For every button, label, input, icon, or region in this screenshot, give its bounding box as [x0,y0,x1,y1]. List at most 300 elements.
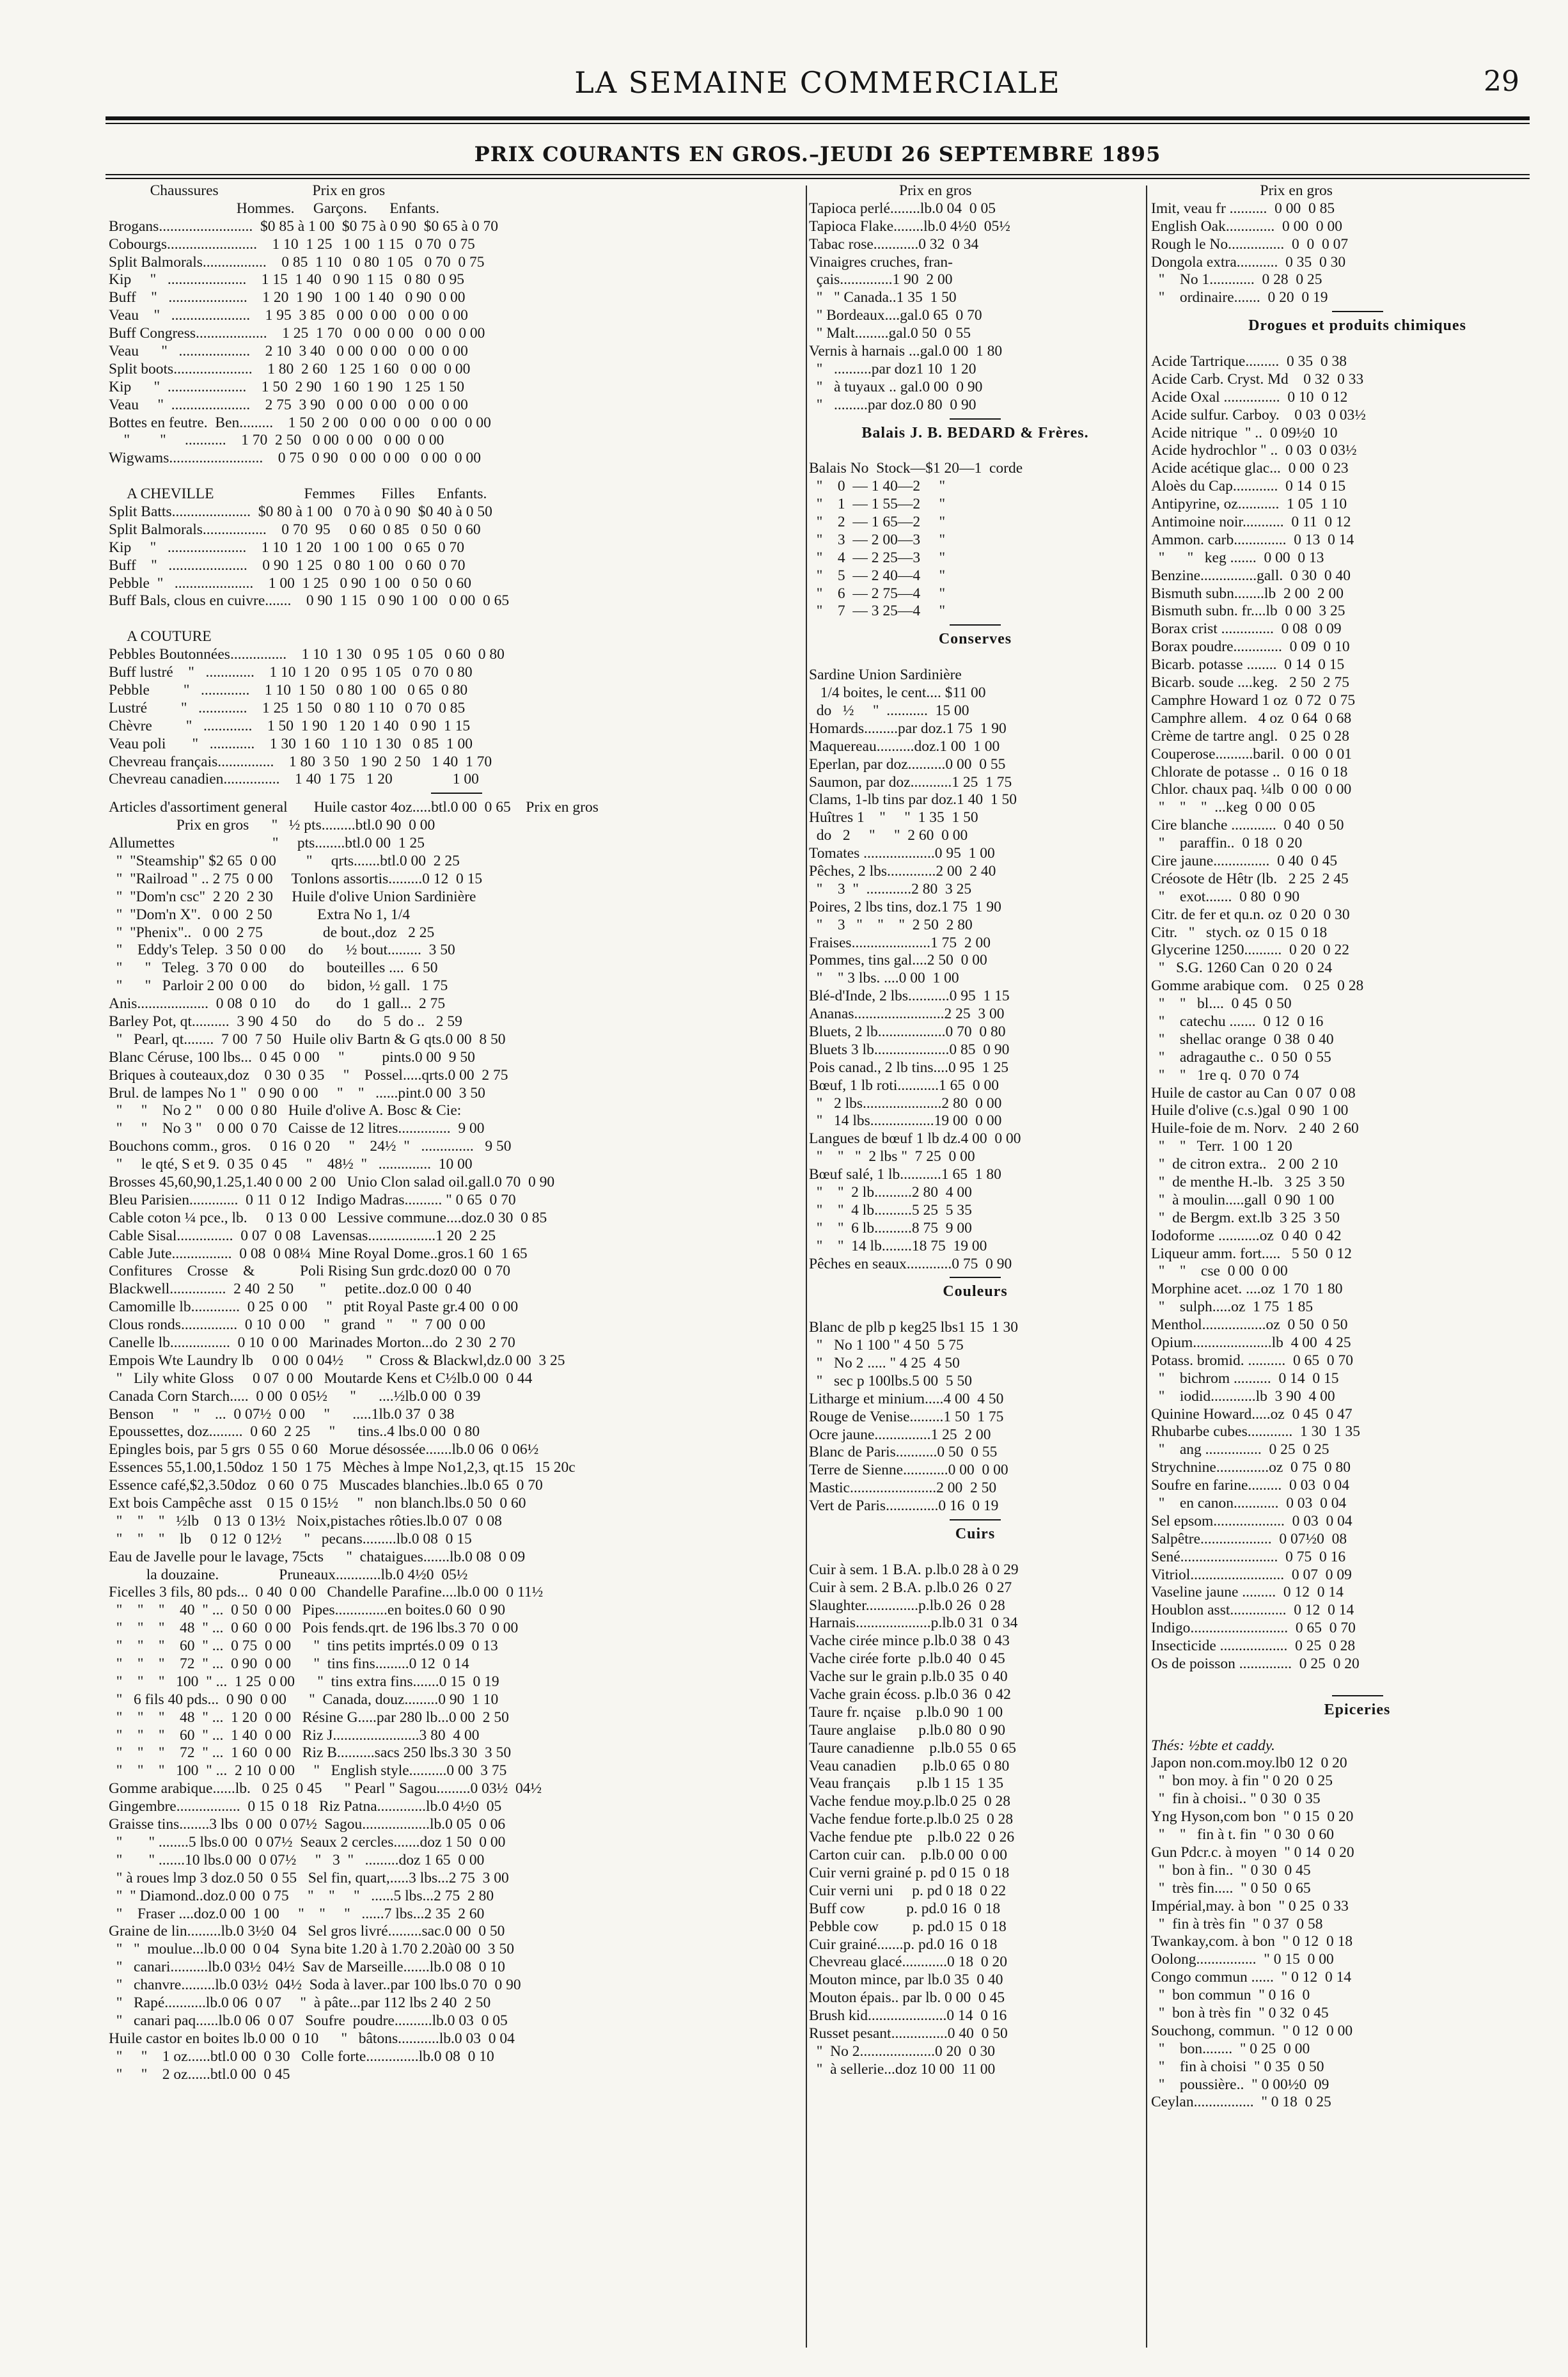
price-line: Pommes, tins gal....2 50 0 00 [809,952,987,969]
price-line: " à tuyaux .. gal.0 00 0 90 [809,378,983,395]
price-line: Tomates ...................0 95 1 00 [809,845,995,862]
price-line: Articles d'assortiment general Huile castor 4oz.....btl.0 00 0 65 Prix en gros [109,799,599,816]
price-line: Acide acétique glac... 0 00 0 23 [1151,460,1349,477]
price-line: " Fraser ....doz.0 00 1 00 " " " ......7 lbs...2 35 2 60 [109,1905,485,1922]
price-line: Taure anglaise p.lb.0 80 0 90 [809,1721,1006,1739]
price-line: " " Diamond..doz.0 00 0 75 " " " ......5 lbs...2 75 2 80 [109,1887,494,1904]
price-line: Bismuth subn........lb 2 00 2 00 [1151,585,1344,602]
price-line: Clous ronds............... 0 10 0 00 " grand " " 7 00 0 00 [109,1316,485,1334]
price-line: Chevreau glacé............0 18 0 20 [809,1954,1007,1971]
price-line: " " moulue...lb.0 00 0 04 Syna bite 1.20 à 1.70 2.20à0 00 3 50 [109,1941,515,1958]
price-line: Prix en gros " ½ pts.........btl.0 90 0 00 [109,817,435,834]
price-line: Blé-d'Inde, 2 lbs...........0 95 1 15 [809,988,1010,1005]
price-line: do 2 " " 2 60 0 00 [809,827,968,844]
price-line: Bluets 3 lb....................0 85 0 90 [809,1041,1010,1058]
price-line: Imit, veau fr .......... 0 00 0 85 [1151,200,1335,217]
price-line: Veau poli " ............ 1 30 1 60 1 10 1 30 0 85 1 00 [109,735,473,752]
price-line: " " " ...keg 0 00 0 05 [1151,799,1315,816]
price-line: Camphre allem. 4 oz 0 64 0 68 [1151,709,1352,727]
price-line: Blackwell............... 2 40 2 50 " petite..doz.0 00 0 40 [109,1281,471,1298]
price-line: " shellac orange 0 38 0 40 [1151,1031,1334,1048]
price-line: çais..............1 90 2 00 [809,271,953,288]
price-line: Cuir à sem. 1 B.A. p.lb.0 28 à 0 29 [809,1561,1019,1578]
price-line: Bouchons comm., gros. 0 16 0 20 " 24½ " .............. 9 50 [109,1138,512,1155]
price-line: " " cse 0 00 0 00 [1151,1263,1288,1280]
price-line: Vernis à harnais ...gal.0 00 1 80 [809,343,1003,360]
price-line: Twankay,com. à bon " 0 12 0 18 [1151,1933,1353,1950]
price-line: Huile de castor au Can 0 07 0 08 [1151,1084,1356,1102]
page-number: 29 [1484,65,1519,98]
price-line: Cable coton ¼ pce., lb. 0 13 0 00 Lessive commune....doz.0 30 0 85 [109,1209,547,1226]
price-line: Cire jaune............... 0 40 0 45 [1151,852,1338,869]
price-line: Prix en gros [809,182,972,199]
price-line: " " " 40 " ... 0 50 0 00 Pipes..............en boites.0 60 0 90 [109,1602,505,1619]
price-line: " à sellerie...doz 10 00 11 00 [809,2060,996,2078]
price-line: Thés: ½bte et caddy. [1151,1737,1275,1754]
price-line: " fin à choisi.. " 0 30 0 35 [1151,1790,1321,1808]
price-line: Gomme arabique com. 0 25 0 28 [1151,977,1364,995]
price-line [809,649,1141,667]
price-line: " " " 48 " ... 0 60 0 00 Pois fends.qrt. de 196 lbs.3 70 0 00 [109,1620,519,1637]
price-line: Rhubarbe cubes............ 1 30 1 35 [1151,1423,1360,1441]
price-line [109,610,804,628]
price-column-1 [109,182,804,2358]
price-line: Chaussures Prix en gros [109,182,386,199]
price-line: Homards.........par doz.1 75 1 90 [809,720,1007,737]
price-line: Vinaigres cruches, fran- [809,253,953,271]
price-line: " poussière.. " 0 00½0 09 [1151,2076,1329,2093]
price-line: Sel epsom................... 0 03 0 04 [1151,1512,1352,1529]
price-line [1151,1673,1564,1691]
price-line: Brogans......................... $0 85 à 1 00 $0 75 à 0 90 $0 65 à 0 70 [109,217,498,235]
price-line: Chevreau français............... 1 80 3 50 1 90 2 50 1 40 1 70 [109,753,492,770]
price-line: Anis................... 0 08 0 10 do do 1 gall... 2 75 [109,995,446,1013]
price-line: Balais No Stock—$1 20—1 corde [809,460,1023,477]
price-line: Eau de Javelle pour le lavage, 75cts " chataigues.......lb.0 08 0 09 [109,1548,526,1565]
price-line: Pebble cow p. pd.0 15 0 18 [809,1918,1007,1935]
price-line: " sec p 100lbs.5 00 5 50 [809,1372,973,1389]
price-line: Briques à couteaux,doz 0 30 0 35 " Possel.....qrts.0 00 2 75 [109,1066,508,1084]
price-line: Acide hydrochlor " .. 0 03 0 03½ [1151,442,1357,459]
price-line: " 2 lbs.....................2 80 0 00 [809,1094,1002,1112]
price-line: " adragauthe c.. 0 50 0 55 [1151,1048,1331,1066]
price-line: " 6 fils 40 pds... 0 90 0 00 " Canada, douz.........0 90 1 10 [109,1691,499,1708]
price-line: Barley Pot, qt.......... 3 90 4 50 do do 5 do .. 2 59 [109,1013,462,1030]
price-line: " exot....... 0 80 0 90 [1151,888,1300,905]
price-line: Veau français p.lb 1 15 1 35 [809,1775,1004,1792]
price-line: " "Phenix".. 0 00 2 75 de bout.,doz 2 25 [109,924,435,941]
price-line: " iodid............lb 3 90 4 00 [1151,1387,1335,1405]
price-line: " ..........par doz1 10 1 20 [809,360,976,377]
price-line: " " " 60 " ... 1 40 0 00 Riz J.......................3 80 4 00 [109,1726,480,1744]
price-line: " " 1 oz......btl.0 00 0 30 Colle forte..............lb.0 08 0 10 [109,2048,494,2065]
price-line: " "Dom'n X". 0 00 2 50 Extra No 1, 1/4 [109,906,410,923]
price-line: " " ........... 1 70 2 50 0 00 0 00 0 00 0 00 [109,432,444,449]
price-line: la douzaine. Pruneaux............lb.0 4½0 05½ [109,1566,468,1583]
price-line: " bon commun " 0 16 0 [1151,1987,1310,2004]
price-line: Citr. " stych. oz 0 15 0 18 [1151,924,1328,941]
price-line: Créosote de Hêtr (lb. 2 25 2 45 [1151,870,1349,887]
price-line: Pêches en seaux............0 75 0 90 [809,1255,1012,1272]
price-column-4 [1151,182,1564,2358]
price-line: Veau " ..................... 2 75 3 90 0 00 0 00 0 00 0 00 [109,396,468,413]
section-rule [950,1519,1001,1520]
price-line: Pêches, 2 lbs.............2 00 2 40 [809,862,996,880]
price-line: Camphre Howard 1 oz 0 72 0 75 [1151,691,1356,709]
section-rule [1332,1695,1383,1696]
price-line: " ordinaire....... 0 20 0 19 [1151,289,1328,306]
price-line: " sulph.....oz 1 75 1 85 [1151,1299,1313,1316]
price-line: Veau " ..................... 1 95 3 85 0 00 0 00 0 00 0 00 [109,307,468,324]
price-line: Rough le No............... 0 0 0 07 [1151,235,1349,253]
price-line: Vache fendue forte.p.lb.0 25 0 28 [809,1811,1014,1828]
price-line: " " " 100 " ... 1 25 0 00 " tins extra fins.......0 15 0 19 [109,1673,499,1690]
price-line: Huile d'olive (c.s.)gal 0 90 1 00 [1151,1102,1349,1119]
price-line: Benzine...............gall. 0 30 0 40 [1151,567,1351,584]
price-line: Empois Wte Laundry lb 0 00 0 04½ " Cross & Blackwl,dz.0 00 3 25 [109,1352,565,1369]
price-line: " Rapé...........lb.0 06 0 07 " à pâte...par 112 lbs 2 40 2 50 [109,1994,491,2011]
price-line: Cuir verni uni p. pd 0 18 0 22 [809,1882,1007,1899]
price-line: Graine de lin.........lb.0 3½0 04 Sel gros livré.........sac.0 00 0 50 [109,1923,505,1940]
price-line: A CHEVILLE Femmes Filles Enfants. [109,486,487,503]
price-line: " bichrom .......... 0 14 0 15 [1151,1370,1339,1387]
price-line: Indigo.......................... 0 65 0 70 [1151,1620,1356,1637]
price-line: Veau " ................... 2 10 3 40 0 00 0 00 0 00 0 00 [109,343,468,360]
section-rule [950,624,1001,626]
price-line: " 3 " " " 2 50 2 80 [809,916,973,933]
price-line: " " 2 lb..........2 80 4 00 [809,1183,972,1201]
price-line: Pebble " ..................... 1 00 1 25 0 90 1 00 0 50 0 60 [109,574,472,592]
price-line: Veau canadien p.lb.0 65 0 80 [809,1757,1010,1774]
price-line: Huîtres 1 " " 1 35 1 50 [809,809,978,826]
price-line: Gomme arabique......lb. 0 25 0 45 " Pearl " Sagou.........0 03½ 04½ [109,1780,542,1797]
price-line: Split Balmorals................. 0 70 95 0 60 0 85 0 50 0 60 [109,521,481,538]
price-line: Borax poudre............. 0 09 0 10 [1151,638,1350,656]
section-heading: Drogues et produits chimiques [1248,317,1466,335]
price-line: Brul. de lampes No 1 " 0 90 0 00 " " ......pint.0 00 3 50 [109,1084,485,1102]
price-line: Cuir grainé.......p. pd.0 16 0 18 [809,1936,998,1953]
price-line: Essences 55,1.00,1.50doz 1 50 1 75 Mèches à lmpe No1,2,3, qt.15 15 20c [109,1459,576,1476]
price-line: Vitriol......................... 0 07 0 09 [1151,1566,1352,1583]
price-line: Vache grain écoss. p.lb.0 36 0 42 [809,1686,1011,1703]
price-line: Eperlan, par doz..........0 00 0 55 [809,755,1006,773]
price-line: " 0 — 1 40—2 " [809,478,946,495]
price-line: English Oak............. 0 00 0 00 [1151,217,1342,235]
price-line: " "Dom'n csc" 2 20 2 30 Huile d'olive Union Sardinière [109,888,476,905]
price-line: Cuir à sem. 2 B.A. p.lb.0 26 0 27 [809,1579,1012,1596]
price-line: Blanc de Paris...........0 50 0 55 [809,1444,998,1461]
price-line: Sardine Union Sardinière [809,667,962,684]
price-line: " " fin à t. fin " 0 30 0 60 [1151,1826,1334,1844]
price-line: Split boots..................... 1 80 2 60 1 25 1 60 0 00 0 00 [109,360,471,377]
price-line: Antimoine noir........... 0 11 0 12 [1151,514,1351,531]
price-line: " " " 2 lbs " 7 25 0 00 [809,1148,975,1165]
price-line: Chevreau canadien............... 1 40 1 75 1 20 1 00 [109,771,479,788]
price-line: Ammon. carb.............. 0 13 0 14 [1151,531,1354,548]
price-line: Cobourgs........................ 1 10 1 25 1 00 1 15 0 70 0 75 [109,235,475,253]
price-line: " .........par doz.0 80 0 90 [809,396,976,413]
price-line: " chanvre.........lb.0 03½ 04½ Soda à laver..par 100 lbs.0 70 0 90 [109,1977,521,1994]
price-line: Mouton mince, par lb.0 35 0 40 [809,1971,1003,1989]
price-line [109,468,804,486]
price-line: Bluets, 2 lb..................0 70 0 80 [809,1023,1006,1040]
price-line: Cable Sisal............... 0 07 0 08 Lavensas..................1 20 2 25 [109,1227,496,1244]
price-line: Chèvre " ............. 1 50 1 90 1 20 1 40 0 90 1 15 [109,717,471,734]
price-line: Wigwams......................... 0 75 0 90 0 00 0 00 0 00 0 00 [109,450,481,467]
price-line: Vache cirée forte p.lb.0 40 0 45 [809,1650,1005,1668]
price-line: " en canon............ 0 03 0 04 [1151,1495,1347,1512]
price-line: Bœuf, 1 lb roti...........1 65 0 00 [809,1077,1000,1094]
price-line: Taure fr. nçaise p.lb.0 90 1 00 [809,1703,1003,1721]
price-line: Opium.....................lb 4 00 4 25 [1151,1334,1351,1351]
price-line: " " bl.... 0 45 0 50 [1151,995,1292,1013]
price-line: " " " 100 " ... 2 10 0 00 " English style..........0 00 3 75 [109,1762,507,1780]
price-line: Ceylan................ " 0 18 0 25 [1151,2094,1331,2111]
price-line: " " Canada..1 35 1 50 [809,289,957,306]
price-line: Pois canad., 2 lb tins....0 95 1 25 [809,1059,1009,1076]
price-line: Acide nitrique " .. 0 09½0 10 [1151,424,1338,441]
price-line: Carton cuir can. p.lb.0 00 0 00 [809,1847,1008,1864]
price-line: " Bordeaux....gal.0 65 0 70 [809,307,982,324]
section-rule [1332,311,1383,312]
price-line: " bon........ " 0 25 0 00 [1151,2040,1310,2057]
price-line: Kip " ..................... 1 15 1 40 0 90 1 15 0 80 0 95 [109,271,464,288]
price-line: " No 1 100 " 4 50 5 75 [809,1337,964,1354]
price-line: " "Railroad " .. 2 75 0 00 Tonlons assortis.........0 12 0 15 [109,870,483,887]
price-line: Menthol.................oz 0 50 0 50 [1151,1316,1348,1334]
price-line: Crème de tartre angl. 0 25 0 28 [1151,727,1349,745]
price-line: Borax crist .............. 0 08 0 09 [1151,620,1342,638]
price-line: Split Balmorals................. 0 85 1 10 0 80 1 05 0 70 0 75 [109,253,485,271]
price-line: " ang ............... 0 25 0 25 [1151,1441,1329,1458]
price-line: " fin à choisi " 0 35 0 50 [1151,2058,1324,2075]
price-line: " " 6 lb..........8 75 9 00 [809,1219,972,1236]
price-line: " 14 lbs.................19 00 0 00 [809,1112,1002,1130]
price-line: Potass. bromid. .......... 0 65 0 70 [1151,1352,1353,1369]
price-line: Citr. de fer et qu.n. oz 0 20 0 30 [1151,906,1350,923]
section-heading: Cuirs [955,1526,996,1543]
price-line: Buff " ..................... 1 20 1 90 1 00 1 40 0 90 0 00 [109,289,466,306]
price-line: Clams, 1-lb tins par doz.1 40 1 50 [809,791,1017,809]
price-line: " S.G. 1260 Can 0 20 0 24 [1151,959,1333,977]
header-rule-thin [106,123,1530,124]
price-line: " 3 — 2 00—3 " [809,531,946,548]
price-line: " de Bergm. ext.lb 3 25 3 50 [1151,1209,1340,1226]
price-line: Quinine Howard.....oz 0 45 0 47 [1151,1405,1352,1423]
price-line: " 7 — 3 25—4 " [809,603,946,620]
price-line: Epoussettes, doz......... 0 60 2 25 " tins..4 lbs.0 00 0 80 [109,1423,480,1441]
price-line: Strychnine..............oz 0 75 0 80 [1151,1459,1351,1476]
section-rule [950,418,1001,420]
price-line: " fin à très fin " 0 37 0 58 [1151,1915,1323,1932]
price-line: " très fin..... " 0 50 0 65 [1151,1879,1311,1897]
price-line: Huile castor en boites lb.0 00 0 10 " bâtons...........lb.0 03 0 04 [109,2030,515,2047]
price-line: Congo commun ...... " 0 12 0 14 [1151,1969,1352,1986]
price-line: 1/4 boites, le cent.... $11 00 [809,684,986,702]
price-line: Vache fendue pte p.lb.0 22 0 26 [809,1829,1015,1846]
price-line: " " " 72 " ... 1 60 0 00 Riz B..........sacs 250 lbs.3 30 3 50 [109,1744,512,1762]
price-line: " " " 72 " ... 0 90 0 00 " tins fins.........0 12 0 14 [109,1655,469,1673]
price-line: Langues de bœuf 1 lb dz.4 00 0 00 [809,1130,1021,1148]
price-line: " de citron extra.. 2 00 2 10 [1151,1156,1338,1173]
price-line: Epingles bois, par 5 grs 0 55 0 60 Morue désossée.......lb.0 06 0 06½ [109,1441,539,1458]
price-line [809,442,1141,460]
price-line: do ½ " ........... 15 00 [809,702,969,719]
price-line: Ext bois Campêche asst 0 15 0 15½ " non blanch.lbs.0 50 0 60 [109,1495,526,1512]
price-line: Pebble " ............. 1 10 1 50 0 80 1 00 0 65 0 80 [109,681,468,699]
price-line: Vache cirée mince p.lb.0 38 0 43 [809,1632,1010,1650]
price-line: " " keg ....... 0 00 0 13 [1151,549,1324,566]
price-line: Essence café,$2,3.50doz 0 60 0 75 Muscades blanchies..lb.0 65 0 70 [109,1477,543,1494]
price-line: Tapioca Flake........lb.0 4½0 05½ [809,217,1010,235]
price-line: Dongola extra........... 0 35 0 30 [1151,253,1346,271]
price-line: Ficelles 3 fils, 80 pds... 0 40 0 00 Chandelle Parafine....lb.0 00 0 11½ [109,1584,544,1601]
price-line: Impérial,may. à bon " 0 25 0 33 [1151,1897,1349,1915]
price-line: " 1 — 1 55—2 " [809,496,946,513]
price-line: Soufre en farine......... 0 03 0 04 [1151,1477,1349,1494]
price-line: " " No 2 " 0 00 0 80 Huile d'olive A. Bosc & Cie: [109,1102,462,1119]
price-line: Mastic.......................2 00 2 50 [809,1480,997,1497]
price-line: Vert de Paris..............0 16 0 19 [809,1497,999,1515]
price-line: " " 1re q. 0 70 0 74 [1151,1066,1299,1084]
price-line: Acide sulfur. Carboy. 0 03 0 03½ [1151,406,1366,423]
price-line: Benson " " ... 0 07½ 0 00 " .....1lb.0 37 0 38 [109,1405,455,1423]
header-rule [106,116,1530,120]
price-line: Aloès du Cap............ 0 14 0 15 [1151,478,1346,495]
price-line: " " " lb 0 12 0 12½ " pecans.........lb.0 08 0 15 [109,1530,472,1547]
price-line: Buff Bals, clous en cuivre....... 0 90 1 15 0 90 1 00 0 00 0 65 [109,592,510,610]
price-line: " " Teleg. 3 70 0 00 do bouteilles .... 6 50 [109,959,438,977]
price-line: Kip " ..................... 1 10 1 20 1 00 1 00 0 65 0 70 [109,539,464,556]
price-line: Gingembre................. 0 15 0 18 Riz Patna.............lb.0 4½0 05 [109,1798,502,1815]
price-line: Morphine acet. ....oz 1 70 1 80 [1151,1281,1343,1298]
price-line: Buff Congress................... 1 25 1 70 0 00 0 00 0 00 0 00 [109,325,485,342]
price-line: Slaughter..............p.lb.0 26 0 28 [809,1597,1005,1614]
price-line: " " 3 lbs. ....0 00 1 00 [809,970,959,987]
price-line: " canari paq......lb.0 06 0 07 Soufre poudre..........lb.0 03 0 05 [109,2012,508,2029]
price-line: " Eddy's Telep. 3 50 0 00 do ½ bout......... 3 50 [109,942,455,959]
price-line: " No 1............ 0 28 0 25 [1151,271,1322,288]
price-line: " le qté, S et 9. 0 35 0 45 " 48½ " .............. 10 00 [109,1156,473,1173]
price-line: Bleu Parisien............. 0 11 0 12 Indigo Madras.......... " 0 65 0 70 [109,1191,516,1208]
price-line [809,1301,1141,1319]
price-line: A COUTURE [109,628,212,645]
price-line: Iodoforme ...........oz 0 40 0 42 [1151,1227,1342,1244]
price-line: Os de poisson .............. 0 25 0 20 [1151,1655,1360,1673]
price-line: Canada Corn Starch..... 0 00 0 05½ " ....½lb.0 00 0 39 [109,1387,481,1405]
price-line [1151,1719,1564,1737]
price-line: Camomille lb............. 0 25 0 00 " ptit Royal Paste gr.4 00 0 00 [109,1299,519,1316]
price-line: Salpêtre................... 0 07½0 08 [1151,1530,1347,1547]
price-line: Harnais....................p.lb.0 31 0 34 [809,1615,1018,1632]
price-line: " bon moy. à fin " 0 20 0 25 [1151,1773,1333,1790]
price-line: Bicarb. potasse ........ 0 14 0 15 [1151,656,1345,674]
price-line: " Pearl, qt........ 7 00 7 50 Huile oliv Bartn & G qts.0 00 8 50 [109,1031,506,1048]
price-line: Cire blanche ............ 0 40 0 50 [1151,817,1344,834]
price-line: Japon non.com.moy.lb0 12 0 20 [1151,1755,1347,1772]
price-line [1151,335,1564,353]
price-line: Chlor. chaux paq. ¼lb 0 00 0 00 [1151,781,1352,798]
price-line: Saumon, par doz...........1 25 1 75 [809,773,1012,791]
price-line: Poires, 2 lbs tins, doz.1 75 1 90 [809,898,1001,915]
price-line: Kip " ..................... 1 50 2 90 1 60 1 90 1 25 1 50 [109,378,464,395]
price-line: Blanc Céruse, 100 lbs... 0 45 0 00 " pints.0 00 9 50 [109,1048,475,1066]
price-line: Tabac rose............0 32 0 34 [809,235,979,253]
price-line: Cuir verni grainé p. pd 0 15 0 18 [809,1864,1010,1881]
price-line: Tapioca perlé........lb.0 04 0 05 [809,200,996,217]
price-line: " de menthe H.-lb. 3 25 3 50 [1151,1173,1345,1190]
price-line: Vache sur le grain p.lb.0 35 0 40 [809,1668,1008,1686]
price-line: " " ........5 lbs.0 00 0 07½ Seaux 2 cercles.......doz 1 50 0 00 [109,1833,506,1851]
price-line: Allumettes " pts........btl.0 00 1 25 [109,835,425,852]
price-line: Buff " ..................... 0 90 1 25 0 80 1 00 0 60 0 70 [109,557,466,574]
price-line: Mouton épais.. par lb. 0 00 0 45 [809,1989,1005,2007]
price-line: " catechu ....... 0 12 0 16 [1151,1013,1324,1030]
price-line: " " " 60 " ... 0 75 0 00 " tins petits imprtés.0 09 0 13 [109,1638,498,1655]
price-line: Oolong................ " 0 15 0 00 [1151,1951,1334,1968]
price-line: Gun Pdcr.c. à moyen " 0 14 0 20 [1151,1844,1354,1861]
price-line: Rouge de Venise.........1 50 1 75 [809,1408,1004,1425]
price-line: Prix en gros [1151,182,1333,199]
price-line: Vache fendue moy.p.lb.0 25 0 28 [809,1793,1011,1810]
column-divider [1146,186,1147,2348]
price-line: Brush kid.....................0 14 0 16 [809,2007,1007,2025]
price-line: " " No 3 " 0 00 0 70 Caisse de 12 litres.............. 9 00 [109,1120,485,1137]
price-line: " bon à fin.. " 0 30 0 45 [1151,1861,1311,1879]
section-heading: Conserves [938,631,1012,648]
price-line: Buff cow p. pd.0 16 0 18 [809,1900,1001,1917]
dateline: PRIX COURANTS EN GROS.–JEUDI 26 SEPTEMBRE 1895 [474,142,1161,166]
price-line: Bottes en feutre. Ben......... 1 50 2 00 0 00 0 00 0 00 0 00 [109,414,491,431]
price-line: Acide Carb. Cryst. Md 0 32 0 33 [1151,370,1364,388]
section-rule [950,1277,1001,1278]
price-column-3 [809,182,1141,2358]
price-line: " 5 — 2 40—4 " [809,567,946,584]
price-line: Split Batts..................... $0 80 à 1 00 0 70 à 0 90 $0 40 à 0 50 [109,503,492,521]
price-line: Yng Hyson,com bon " 0 15 0 20 [1151,1808,1354,1826]
price-line: Hommes. Garçons. Enfants. [109,200,439,217]
price-line: " 3 " ............2 80 3 25 [809,880,972,897]
section-heading: Couleurs [943,1283,1008,1300]
price-line: Ananas........................2 25 3 00 [809,1006,1005,1023]
price-line: " " " 48 " ... 1 20 0 00 Résine G.....par 280 lb...0 00 2 50 [109,1709,509,1726]
price-line: Graisse tins........3 lbs 0 00 0 07½ Sagou..................lb.0 05 0 06 [109,1816,506,1833]
price-line: Couperose..........baril. 0 00 0 01 [1151,745,1352,762]
price-line: " " .......10 lbs.0 00 0 07½ " 3 " .........doz 1 65 0 00 [109,1851,485,1868]
publication-title: LA SEMAINE COMMERCIALE [574,65,1061,100]
price-line: " " 14 lb........18 75 19 00 [809,1237,987,1254]
price-line: Huile-foie de m. Norv. 2 40 2 60 [1151,1120,1359,1137]
price-line: Russet pesant...............0 40 0 50 [809,2025,1008,2042]
price-line: " " " ½lb 0 13 0 13½ Noix,pistaches rôties.lb.0 07 0 08 [109,1512,502,1529]
price-line: Brosses 45,60,90,1.25,1.40 0 00 2 00 Unio Clon salad oil.gall.0 70 0 90 [109,1173,555,1190]
price-line: " canari..........lb.0 03½ 04½ Sav de Marseille.......lb.0 08 0 10 [109,1959,505,1976]
price-line: " " 4 lb..........5 25 5 35 [809,1201,972,1219]
price-line: " Malt.........gal.0 50 0 55 [809,325,971,342]
price-line: " " Terr. 1 00 1 20 [1151,1138,1292,1155]
dateline-rule [106,174,1530,175]
column-divider [806,186,807,2348]
price-line: Maquereau..........doz.1 00 1 00 [809,738,1000,755]
price-line: Fraises.....................1 75 2 00 [809,934,991,951]
price-line: " " Parloir 2 00 0 00 do bidon, ½ gall. 1 75 [109,977,448,995]
price-line: Sené.......................... 0 75 0 16 [1151,1548,1346,1565]
price-line: Ocre jaune...............1 25 2 00 [809,1426,991,1443]
price-line: Taure canadienne p.lb.0 55 0 65 [809,1739,1016,1757]
price-line: Bœuf salé, 1 lb...........1 65 1 80 [809,1166,1001,1183]
price-line: " paraffin.. 0 18 0 20 [1151,835,1303,852]
price-line: " à roues lmp 3 doz.0 50 0 55 Sel fin, quart,.....3 lbs...2 75 3 00 [109,1869,509,1886]
